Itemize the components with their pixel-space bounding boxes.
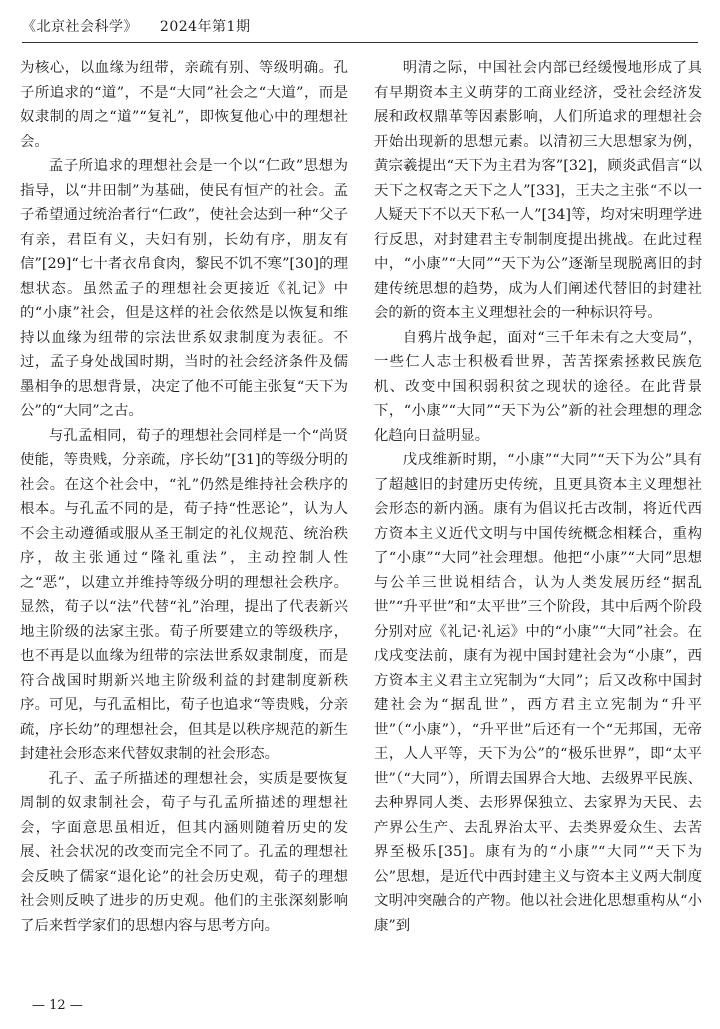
paragraph: 为核心，以血缘为纽带，亲疏有别、等级明确。孔子所追求的“道”，不是“大同”社会之“大道”，而是奴隶制的周之“道”“复礼”，即恢复他心中的理想社会。 bbox=[20, 60, 348, 150]
paragraph: 明清之际，中国社会内部已经缓慢地形成了具有早期资本主义萌芽的工商业经济，受社会经济发展和政权鼎革等因素影响，人们所追求的理想社会开始出现新的思想元素。以清初三大思想家为例，黄宗羲提出“天下为主君为客”[32]，顾炎武倡言“以天下之权寄之天下之人”[33]，王夫之主张“不以一人疑天下不以天下私一人”[34]等，均对宋明理学进行反思，对封建君主专制制度提出挑战。在此过程中，“小康”“大同”“天下为公”逐渐呈现脱离旧的封建传统思想的趋势，成为人们阐述代替旧的封建社会的新的资本主义理想社会的一种标识符号。 bbox=[374, 60, 702, 321]
running-header bbox=[22, 14, 698, 40]
paragraph: 孟子所追求的理想社会是一个以“仁政”思想为指导，以“井田制”为基础，使民有恒产的社会。孟子希望通过统治者行“仁政”，使社会达到一种“父子有亲，君臣有义，夫妇有别，长幼有序，朋友有信”[29]“七十者衣帛食肉，黎民不饥不寒”[30]的理想状态。虽然孟子的理想社会更接近《礼记》中的“小康”社会，但是这样的社会依然是以恢复和维持以血缘为纽带的宗法世系奴隶制度为表征。不过，孟子身处战国时期，当时的社会经济条件及儒墨相争的思想背景，决定了他不可能主张复“天下为公”的“大同”之古。 bbox=[20, 158, 348, 419]
left-column bbox=[20, 56, 348, 938]
page-number: — 12 — bbox=[32, 998, 83, 1013]
paragraph: 自鸦片战争起，面对“三千年未有之大变局”，一些仁人志士积极看世界，苦苦探索拯救民族危机、改变中国积弱积贫之现状的途径。在此背景下，“小康”“大同”“天下为公”新的社会理想的理念化趋向日益明显。 bbox=[374, 329, 702, 444]
header-rule bbox=[22, 42, 698, 43]
paragraph: 孔子、孟子所描述的理想社会，实质是要恢复周制的奴隶制社会，荀子与孔孟所描述的理想社会，字面意思虽相近，但其内涵则随着历史的发展、社会状况的改变而完全不同了。孔孟的理想社会反映了儒家“退化论”的社会历史观，荀子的理想社会则反映了进步的历史观。他们的主张深刻影响了后来哲学家们的思想内容与思考方向。 bbox=[20, 770, 348, 934]
paragraph: 戊戌维新时期，“小康”“大同”“天下为公”具有了超越旧的封建历史传统，且更具资本主义理想社会形态的新内涵。康有为倡议托古改制，将近代西方资本主义近代文明与中国传统概念相糅合，重构了“小康”“大同”社会理想。他把“小康”“大同”思想与公羊三世说相结合，认为人类发展历经“据乱世”“升平世”和“太平世”三个阶段，其中后两个阶段分别对应《礼记·礼运》中的“小康”“大同”社会。在戊戌变法前，康有为视中国封建社会为“小康”，西方资本主义君主立宪制为“大同”；后又改称中国封建社会为“据乱世”，西方君主立宪制为“升平世”（“小康”），“升平世”后还有一个“无邦国，无帝王，人人平等，天下为公”的“极乐世界”，即“太平世”（“大同”），所谓去国界合大地、去级界平民族、去种界同人类、去形界保独立、去家界为天民、去产界公生产、去乱界治太平、去类界爱众生、去苦界至极乐[35]。康有为的“小康”“大同”“天下为公”思想，是近代中西封建主义与资本主义两大制度文明冲突融合的产物。他以社会进化思想重构从“小康”到 bbox=[374, 452, 702, 934]
journal-title: 《北京社会科学》 bbox=[22, 19, 138, 35]
paragraph: 与孔孟相同，荀子的理想社会同样是一个“尚贤使能，等贵贱，分亲疏，序长幼”[31]的等级分明的社会。在这个社会中，“礼”仍然是维持社会秩序的根本。与孔孟不同的是，荀子持“性恶论”，认为人不会主动遵循或服从圣王制定的礼仪规范、统治秩序，故主张通过“隆礼重法”，主动控制人性之“恶”，以建立并维持等级分明的理想社会秩序。显然，荀子以“法”代替“礼”治理，提出了代表新兴地主阶级的法家主张。荀子所要建立的等级秩序，也不再是以血缘为纽带的宗法世系奴隶制度，而是符合战国时期新兴地主阶级利益的封建制度新秩序。可见，与孔孟相比，荀子也追求“等贵贱，分亲疏，序长幼”的理想社会，但其是以秩序规范的新生封建社会形态来代替奴隶制的社会形态。 bbox=[20, 427, 348, 762]
right-column bbox=[374, 56, 702, 938]
issue-label: 2024年第1期 bbox=[159, 19, 251, 35]
